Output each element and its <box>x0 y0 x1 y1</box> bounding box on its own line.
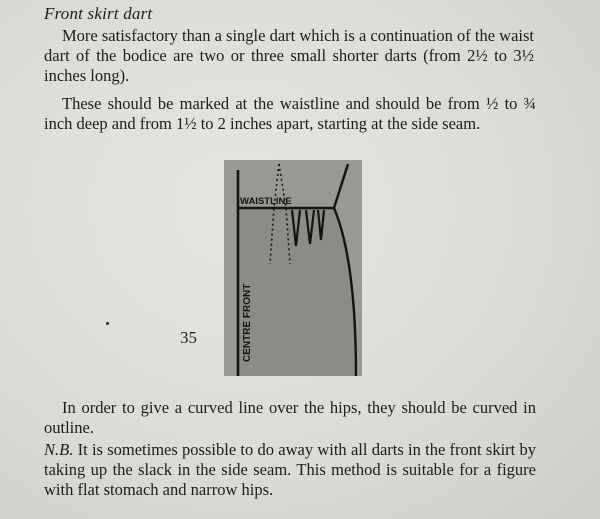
paragraph-darts-intro-text: More satisfactory than a single dart which is a continuation of the waist dart of the bodice are two or three small shorter darts (from 2½ to 3½ inches long). <box>44 26 534 85</box>
paragraph-dart-marking <box>44 94 536 134</box>
section-heading: Front skirt dart <box>44 4 153 23</box>
paragraph-note-text: It is sometimes possible to do away with all darts in the front skirt by taking up the slack in the side seam. This method is suitable for a figure with flat stomach and narrow hips. <box>44 440 536 499</box>
page-speck <box>106 322 109 325</box>
centre-front-label: CENTRE FRONT <box>242 283 253 362</box>
skirt-dart-diagram <box>224 160 362 376</box>
note-label: N.B. <box>44 440 74 459</box>
paragraph-curved-line <box>44 398 536 438</box>
paragraph-darts-intro <box>44 26 534 86</box>
waistline-label: WAISTLINE <box>240 196 292 207</box>
paragraph-note <box>44 440 536 500</box>
skirt-dart-figure <box>224 160 362 376</box>
paragraph-dart-marking-text: These should be marked at the waistline and should be from ½ to ¾ inch deep and from 1½ to 2 inches apart, starting at the side seam. <box>44 94 536 133</box>
figure-number: 35 <box>180 328 197 347</box>
paragraph-curved-line-text: In order to give a curved line over the hips, they should be curved in outline. <box>44 398 536 437</box>
